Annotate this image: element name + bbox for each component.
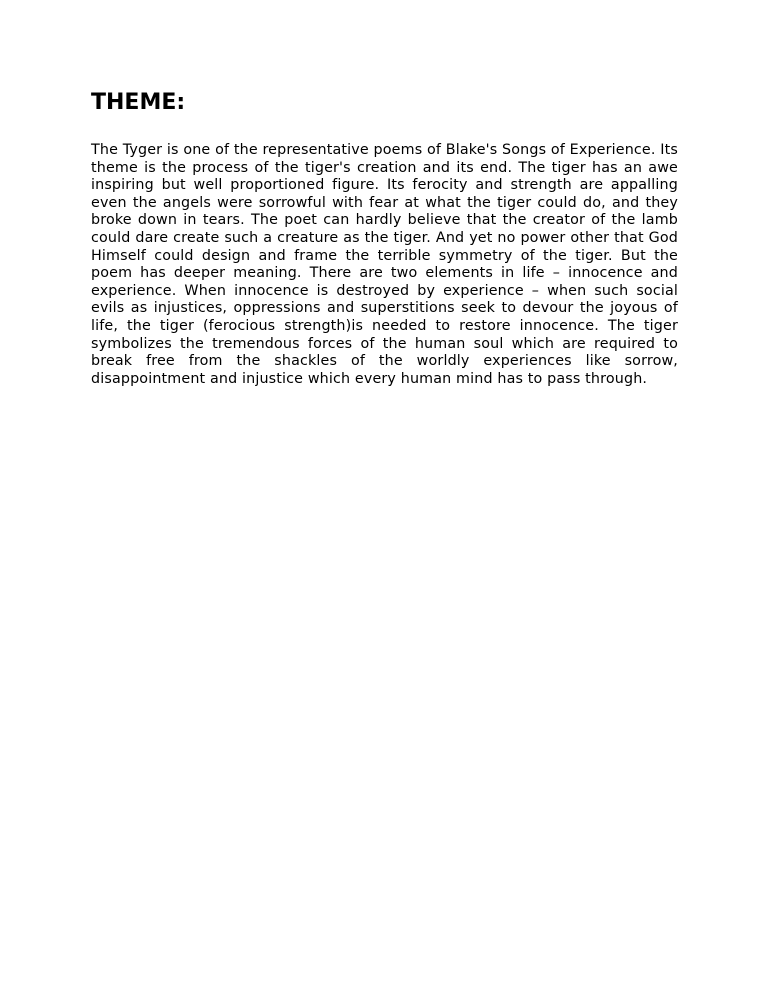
- section-heading: THEME:: [91, 90, 186, 115]
- theme-paragraph: The Tyger is one of the representative poems of Blake's Songs of Experience. Its theme is the process of the tiger's creation and its end. The tiger has an awe inspiring but well proportioned figure. Its ferocity and strength are appalling even the angels were sorrowful with fear at what the tiger could do, and they broke down in tears. The poet can hardly believe that the creator of the lamb could dare create such a creature as the tiger. And yet no power other that God Himself could design and frame the terrible symmetry of the tiger. But the poem has deeper meaning. There are two elements in life – innocence and experience. When innocence is destroyed by experience – when such social evils as injustices, oppressions and superstitions seek to devour the joyous of life, the tiger (ferocious strength)is needed to restore innocence. The tiger symbolizes the tremendous forces of the human soul which are required to break free from the shackles of the worldly experiences like sorrow, disappointment and injustice which every human mind has to pass through.: [91, 142, 678, 387]
